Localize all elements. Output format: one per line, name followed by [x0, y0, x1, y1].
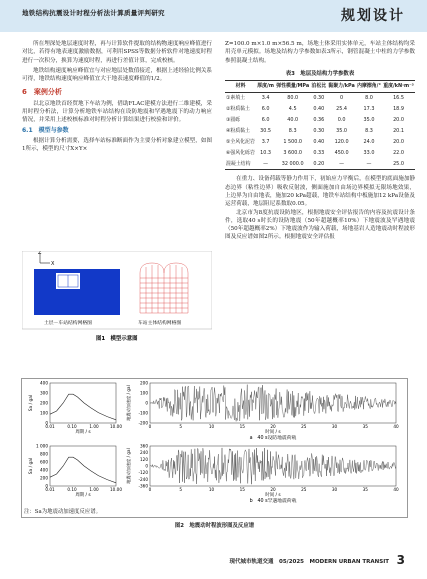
fig1-caption: 图1 模型示意图 [96, 336, 138, 342]
table-cell: 30.5 [260, 128, 272, 135]
waveform-ytick: 100 [140, 390, 148, 396]
table-header-cell: 重度/kN·m⁻³ [383, 83, 414, 90]
table-cell: 8.3 [288, 128, 297, 135]
spectrum-ylabel: Sa / gal [29, 394, 34, 412]
table-cell: 0.36 [313, 117, 325, 124]
paragraph: 地铁结构速度响应峰值宜与对应地层处数值接近，根据上述经验比例关系可得，地铁结构速度响应峰值宜大于地表速度峰值的1/2。 [22, 67, 213, 83]
table-cell: 18.9 [393, 106, 404, 113]
table-row [225, 93, 415, 104]
waveform-xtick: 15 [239, 424, 245, 429]
figure-note: 注：Sa为地震动加速度反应谱。 [24, 509, 101, 515]
figure-2 [21, 378, 408, 518]
table-cell: 20.0 [393, 117, 404, 124]
spectrum-xlabel: 周期 / s [75, 493, 91, 498]
table-cell: 0 [340, 95, 344, 102]
spectrum-xtick: 10.00 [110, 487, 122, 492]
table-cell: 17.3 [363, 106, 375, 113]
spectrum-frame [50, 383, 116, 423]
page-number: 3 [396, 553, 405, 567]
waveform-xtick: 40 [393, 424, 399, 429]
table-row [225, 148, 415, 159]
waveform-xtick: 15 [239, 487, 245, 492]
waveform-trace [150, 448, 396, 484]
section-label: 规划设计 [341, 8, 405, 24]
subfigure-label: b 40 s罕遇地震荷载 [249, 499, 297, 504]
spectrum-xtick: 0.01 [45, 487, 55, 492]
spectrum-xtick: 0.10 [67, 487, 77, 492]
spectrum-ytick: 300 [40, 390, 48, 396]
model-diagram [22, 251, 212, 343]
spectrum-frame [50, 446, 116, 486]
table-row [225, 126, 415, 137]
table-header-cell: 黏聚力/kPa [328, 83, 355, 90]
spectrum-xtick: 1.00 [89, 424, 99, 429]
table-cell: ①素填土 [226, 95, 246, 102]
waveform-xtick: 20 [270, 424, 276, 429]
page-header [0, 0, 427, 32]
paragraph: 所在埋深处地层速度时程，再与计算软件提取的结构物速度响应峰值进行对比，若得有地表速度激励数据，可利用SPSS等数据分析软件对地速度时程进行一次积分，换算为速度时程，再进行差值计算，完成校核。 [22, 41, 213, 64]
table-cell: 22.0 [393, 149, 404, 156]
seismic-charts [22, 379, 407, 517]
paragraph: 以北京地铁首经贸地下车站为例，借助FLAC建模方法进行二维建模，采用时程分析法，计算分析地铁车站结构在设防地震和罕遇地震下的动力响应情况，并采用上述校核标准对时程分析计算结果进行校验和评价。 [22, 100, 212, 124]
spectrum-ytick: 600 [40, 459, 48, 465]
waveform-xtick: 25 [301, 424, 307, 429]
table-cell: 33.0 [363, 149, 375, 156]
waveform-xtick: 0 [148, 424, 152, 429]
table-cell: — [263, 160, 269, 167]
waveform-ytick: 240 [140, 450, 148, 456]
waveform-ytick: -360 [138, 483, 148, 489]
table-cell: 80.0 [287, 95, 299, 102]
table-cell: 6.0 [261, 117, 270, 124]
waveform-xlabel: 时间 / s [265, 430, 281, 435]
waveform-ytick: -240 [138, 476, 148, 482]
material-parameters-table [225, 80, 415, 170]
spectrum-xtick: 10.00 [110, 424, 122, 429]
waveform-trace [150, 385, 396, 422]
table-header-cell: 内摩擦角/° [357, 83, 381, 90]
waveform-ytick: -120 [138, 470, 148, 476]
subfigure-label: a 40 s设防地震荷载 [249, 436, 297, 441]
table-cell: — [366, 160, 372, 167]
spectrum-curve [50, 457, 116, 483]
paragraph: 北京市为8度抗震设防地区，根据地震安全评估报告的内容及抗震设计条件，选取40 s时长的设防地震（50年超越概率10%）下地震波及罕遇地震（50年超越概率2%）下地震波作为输入荷载，场地基岩人造地震动时程波形图及反应谱如图2所示。根据地震安全评估报 [225, 209, 415, 241]
table-cell: 0.30 [313, 95, 325, 102]
waveform-xtick: 10 [208, 487, 215, 492]
waveform-ytick: 360 [140, 443, 148, 449]
table-row [225, 137, 415, 148]
table-cell: 8.0 [365, 95, 373, 102]
waveform-xtick: 0 [148, 487, 152, 492]
table-cell: 25.0 [393, 160, 404, 167]
table-cell: 20.0 [393, 138, 404, 145]
table-cell: ④粉质黏土 [226, 128, 250, 135]
spectrum-ytick: 400 [40, 380, 48, 386]
waveform-xtick: 30 [331, 424, 338, 429]
waveform-ytick: 0 [145, 400, 148, 406]
table-cell: 6.0 [261, 106, 270, 113]
section-heading: 6 案例分析 [22, 88, 62, 97]
table-row [225, 158, 415, 169]
spectrum-ytick: 400 [40, 467, 48, 473]
table-cell: 35.0 [363, 117, 375, 124]
table-cell: ②粉质黏土 [226, 106, 250, 113]
waveform-ytick: 200 [140, 380, 148, 386]
fig1-label-left: 土层－车站结构网格图 [44, 321, 92, 326]
spectrum-ytick: 200 [40, 400, 48, 406]
table-cell: 35.0 [336, 128, 348, 135]
waveform-xtick: 20 [270, 487, 276, 492]
table-cell: 8.3 [365, 128, 373, 135]
table-header-cell: 弹性模量/MPa [276, 83, 310, 90]
waveform-xlabel: 时间 / s [265, 493, 281, 498]
waveform-ytick: -200 [138, 420, 148, 426]
axis-x-label: X [51, 261, 55, 267]
waveform-xtick: 30 [331, 487, 338, 492]
table-cell: 4.5 [288, 106, 297, 113]
spectrum-ytick: 800 [40, 451, 48, 457]
table-cell: 0.20 [313, 160, 325, 167]
table-cell: 0.40 [313, 138, 325, 145]
table-cell: 40.0 [287, 117, 299, 124]
paragraph: 在重力、设备荷载等静力作用下，初始应力平衡后，在模型的底面施加静态边界（粘性边界）吸收反射波，侧面施加自由场边界模拟无限场地效果，上边界为自由地表，施加20 kPa超载，地铁车站结构中板施加12 kPa设备及运营荷载，地层阻尼系数取0.05。 [225, 176, 416, 208]
table-cell: 25.4 [336, 106, 348, 113]
spectrum-xtick: 0.01 [45, 424, 55, 429]
table-header-cell: 厚度/m [257, 83, 274, 90]
axis-z-label: Z [38, 251, 42, 256]
table-cell: — [339, 160, 345, 167]
table-cell: ⑥强风化砾岩 [226, 149, 255, 156]
spectrum-xtick: 0.10 [67, 424, 77, 429]
waveform-xtick: 25 [301, 487, 307, 492]
spectrum-ytick: 200 [40, 475, 48, 481]
table-cell: 10.3 [260, 149, 272, 156]
fig1-label-right: 车站主体结构网格图 [138, 321, 182, 326]
fig2-caption: 图2 地震动时程波形图及反应谱 [174, 523, 255, 529]
table-cell: 3.7 [261, 138, 270, 145]
table-row [225, 115, 415, 126]
table-cell: 0.33 [313, 149, 325, 156]
waveform-ylabel: 地震动加速度 / gal [126, 448, 131, 484]
left-column [22, 40, 212, 154]
table-cell: 0.0 [337, 117, 346, 124]
table-cell: ⑤全风化泥岩 [226, 138, 255, 145]
paragraph: 根据计算分析需要，选择车站标准断面作为主要分析对象建立模型，如图1所示，模型的尺寸X×Y× [22, 137, 213, 153]
spectrum-ytick: 0 [45, 483, 48, 489]
figure-1 [22, 251, 212, 343]
table-row [225, 104, 415, 115]
journal-article-title: 地铁结构抗震设计时程分析法计算质量评判研究 [22, 9, 165, 17]
table-cell: 混凝土结构 [226, 160, 251, 167]
paragraph: Z=100.0 m×1.0 m×56.5 m，场地土体采用实体单元，车站主体结构均采用壳单元模拟。场地及结构力学参数如表3所示，钢管混凝土中柱的力学参数参照混凝土结构。 [225, 41, 415, 64]
table-cell: 450.0 [334, 149, 349, 156]
table-cell: 0.30 [313, 128, 325, 135]
spectrum-curve [50, 394, 116, 420]
table-cell: 120.0 [334, 138, 349, 145]
waveform-xtick: 35 [362, 487, 368, 492]
table-header-cell: 材料 [235, 83, 246, 90]
spectrum-ytick: 0 [45, 420, 48, 426]
table-cell: 32 000.0 [281, 160, 304, 167]
table-title: 表3 地层及结构力学参数表 [285, 70, 355, 77]
waveform-ytick: -100 [138, 410, 148, 416]
waveform-ylabel: 地震动加速度 / gal [126, 385, 131, 421]
spectrum-ytick: 1 000 [36, 443, 48, 449]
spectrum-ytick: 100 [40, 410, 48, 416]
waveform-xtick: 5 [179, 487, 183, 492]
table-cell: ③圆砾 [226, 117, 241, 124]
waveform-ytick: 120 [140, 456, 148, 462]
table-cell: 3 600.0 [283, 149, 303, 156]
subsection-heading: 6.1 模型与参数 [22, 126, 69, 134]
spectrum-xtick: 1.00 [89, 487, 99, 492]
spectrum-ylabel: Sa / gal [29, 457, 34, 475]
table-cell: 3.4 [261, 95, 270, 102]
table-cell: 24.0 [363, 138, 375, 145]
table-cell: 20.1 [393, 128, 404, 135]
waveform-ytick: 0 [145, 463, 148, 469]
waveform-xtick: 35 [362, 424, 368, 429]
waveform-xtick: 10 [208, 424, 215, 429]
waveform-xtick: 40 [393, 487, 399, 492]
right-column [225, 40, 415, 242]
spectrum-xlabel: 周期 / s [75, 430, 91, 435]
table-header-cell: 泊松比 [311, 83, 327, 90]
footer-journal: 现代城市轨道交通 05/2025 MODERN URBAN TRANSIT [229, 559, 389, 565]
table-cell: 1 500.0 [283, 138, 303, 145]
table-cell: 16.5 [393, 95, 404, 102]
table-cell: 0.40 [313, 106, 325, 113]
waveform-xtick: 5 [179, 424, 183, 429]
